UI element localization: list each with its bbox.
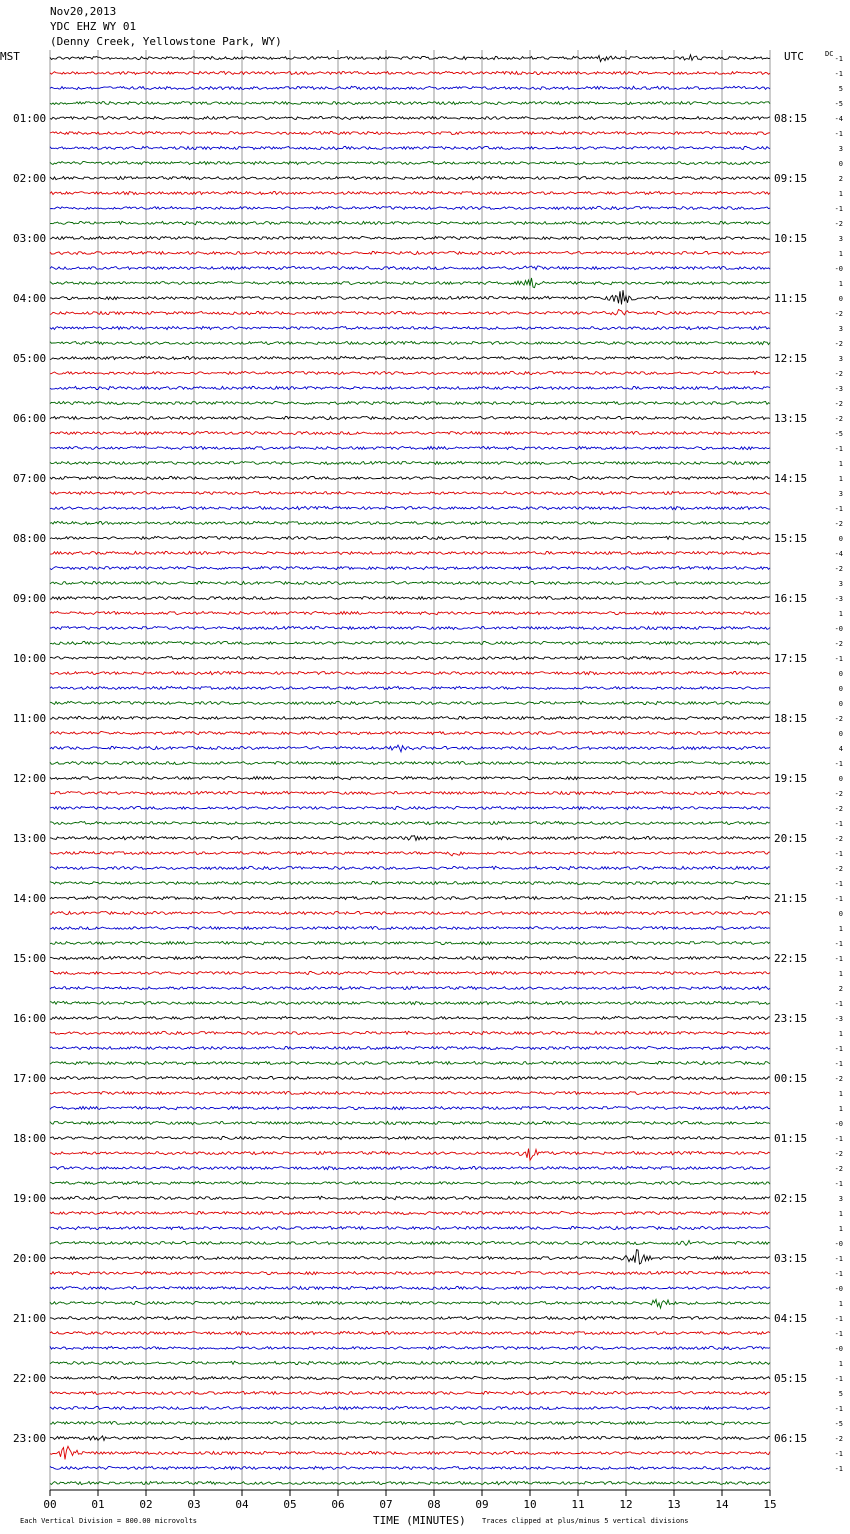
- dc-offset-label: -1: [834, 445, 843, 453]
- dc-offset-label: 0: [838, 295, 843, 303]
- trace-line: [50, 266, 770, 270]
- utc-hour-label: 23:15: [774, 1012, 808, 1025]
- trace-line: [50, 581, 770, 584]
- dc-offset-label: -1: [834, 760, 843, 768]
- trace-line: [50, 86, 770, 89]
- trace-line: [50, 132, 770, 135]
- dc-offset-label: -1: [834, 880, 843, 888]
- mst-hour-label: 08:00: [13, 532, 47, 545]
- dc-offset-label: -0: [834, 1285, 843, 1293]
- dc-offset-label: -1: [834, 205, 843, 213]
- mst-hour-label: 03:00: [13, 232, 47, 245]
- trace-line: [50, 1166, 770, 1169]
- dc-offset-label: 1: [838, 460, 843, 468]
- utc-hour-label: 17:15: [774, 652, 808, 665]
- utc-label: UTC: [784, 50, 804, 63]
- mst-hour-label: 15:00: [13, 952, 47, 965]
- dc-offset-label: 0: [838, 730, 843, 738]
- dc-offset-label: -1: [834, 505, 843, 513]
- dc-offset-label: 2: [838, 175, 843, 183]
- trace-line: [50, 1136, 770, 1139]
- dc-offset-label: -2: [834, 220, 843, 228]
- header-station: YDC EHZ WY 01: [50, 20, 137, 33]
- trace-line: [50, 911, 770, 914]
- trace-line: [50, 1361, 770, 1364]
- x-tick-label: 09: [475, 1498, 489, 1511]
- utc-hour-label: 08:15: [774, 112, 808, 125]
- trace-line: [50, 776, 770, 779]
- trace-line: [50, 1407, 770, 1410]
- trace-line: [50, 641, 770, 644]
- trace-line: [50, 251, 770, 254]
- dc-offset-label: -2: [834, 400, 843, 408]
- mst-hour-label: 04:00: [13, 292, 47, 305]
- dc-offset-label: -2: [834, 310, 843, 318]
- trace-line: [50, 326, 770, 329]
- trace-line: [50, 161, 770, 164]
- mst-hour-label: 18:00: [13, 1132, 47, 1145]
- utc-hour-label: 10:15: [774, 232, 808, 245]
- trace-line: [50, 701, 770, 704]
- dc-offset-label: -2: [834, 1075, 843, 1083]
- x-tick-label: 12: [619, 1498, 633, 1511]
- header-location: (Denny Creek, Yellowstone Park, WY): [50, 35, 282, 48]
- dc-offset-label: 0: [838, 535, 843, 543]
- trace-line: [50, 716, 770, 719]
- trace-line: [50, 881, 770, 884]
- dc-offset-label: -5: [834, 1420, 843, 1428]
- dc-offset-label: -2: [834, 790, 843, 798]
- dc-offset-label: 0: [838, 700, 843, 708]
- trace-line: [50, 506, 770, 509]
- trace-line: [50, 926, 770, 929]
- trace-line: [50, 566, 770, 569]
- trace-line: [50, 102, 770, 105]
- dc-offset-label: -0: [834, 265, 843, 273]
- trace-line: [50, 1316, 770, 1319]
- dc-offset-label: -1: [834, 1450, 843, 1458]
- utc-hour-label: 06:15: [774, 1432, 808, 1445]
- dc-offset-label: 2: [838, 985, 843, 993]
- trace-line: [50, 745, 770, 752]
- utc-hour-label: 16:15: [774, 592, 808, 605]
- dc-offset-label: -1: [834, 895, 843, 903]
- dc-offset-label: 3: [838, 580, 843, 588]
- dc-offset-label: 3: [838, 235, 843, 243]
- trace-line: [50, 1076, 770, 1079]
- utc-hour-label: 11:15: [774, 292, 808, 305]
- trace-line: [50, 1091, 770, 1094]
- trace-line: [50, 1031, 770, 1034]
- mst-hour-label: 22:00: [13, 1372, 47, 1385]
- trace-line: [50, 551, 770, 554]
- utc-hour-label: 03:15: [774, 1252, 808, 1265]
- trace-line: [50, 341, 770, 344]
- dc-offset-label: 5: [838, 1390, 843, 1398]
- mst-hour-label: 13:00: [13, 832, 47, 845]
- trace-line: [50, 1346, 770, 1349]
- utc-hour-label: 12:15: [774, 352, 808, 365]
- dc-offset-label: -0: [834, 1240, 843, 1248]
- footer-scale-text: Each Vertical Division = 800.00 microvolts: [20, 1517, 198, 1525]
- trace-line: [50, 686, 770, 689]
- trace-line: [50, 1016, 770, 1019]
- footer-clip-text: Traces clipped at plus/minus 5 vertical divisions: [482, 1517, 689, 1525]
- seismic-traces: [50, 55, 770, 1485]
- mst-hour-label: 19:00: [13, 1192, 47, 1205]
- header-date: Nov20,2013: [50, 5, 117, 18]
- mst-hour-label: 21:00: [13, 1312, 47, 1325]
- utc-hour-label: 13:15: [774, 412, 808, 425]
- dc-offset-label: 1: [838, 1030, 843, 1038]
- dc-offset-label: -1: [834, 1000, 843, 1008]
- x-tick-label: 13: [667, 1498, 681, 1511]
- trace-line: [50, 146, 770, 149]
- dc-offset-label: -2: [834, 805, 843, 813]
- trace-line: [50, 1061, 770, 1064]
- trace-line: [50, 1436, 770, 1441]
- mst-hour-label: 23:00: [13, 1432, 47, 1445]
- dc-offset-label: 1: [838, 475, 843, 483]
- x-axis-title: TIME (MINUTES): [373, 1514, 466, 1527]
- dc-offset-label: -3: [834, 1015, 843, 1023]
- dc-offset-label: 3: [838, 490, 843, 498]
- trace-line: [50, 1149, 770, 1161]
- dc-offset-label: -4: [834, 115, 843, 123]
- x-tick-label: 00: [43, 1498, 57, 1511]
- mst-hour-label: 14:00: [13, 892, 47, 905]
- trace-line: [50, 1466, 770, 1469]
- trace-line: [50, 536, 770, 539]
- dc-offset-label: 4: [838, 745, 843, 753]
- trace-line: [50, 176, 770, 179]
- dc-offset-label: -3: [834, 595, 843, 603]
- dc-offset-label: 0: [838, 670, 843, 678]
- dc-offset-label: -1: [834, 655, 843, 663]
- dc-offset-label: -1: [834, 1255, 843, 1263]
- utc-hour-label: 22:15: [774, 952, 808, 965]
- trace-line: [50, 1181, 770, 1184]
- trace-line: [50, 221, 770, 224]
- dc-offset-label: -2: [834, 1150, 843, 1158]
- x-tick-label: 01: [91, 1498, 105, 1511]
- mst-hour-label: 07:00: [13, 472, 47, 485]
- trace-line: [50, 671, 770, 674]
- dc-offset-label: 1: [838, 1225, 843, 1233]
- trace-line: [50, 1046, 770, 1049]
- utc-hour-label: 20:15: [774, 832, 808, 845]
- trace-line: [50, 866, 770, 869]
- trace-line: [50, 806, 770, 809]
- mst-hour-label: 02:00: [13, 172, 47, 185]
- dc-offset-label: 0: [838, 685, 843, 693]
- trace-line: [50, 626, 770, 629]
- dc-offset-label: 1: [838, 970, 843, 978]
- dc-offset-label: -1: [834, 55, 843, 63]
- x-tick-label: 04: [235, 1498, 249, 1511]
- utc-hour-label: 04:15: [774, 1312, 808, 1325]
- trace-line: [50, 657, 770, 660]
- utc-hour-label: 14:15: [774, 472, 808, 485]
- mst-hour-label: 17:00: [13, 1072, 47, 1085]
- trace-line: [50, 71, 770, 74]
- mst-hour-label: 09:00: [13, 592, 47, 605]
- dc-label: DC: [825, 50, 834, 58]
- dc-offset-label: 1: [838, 610, 843, 618]
- trace-line: [50, 356, 770, 359]
- utc-hour-label: 09:15: [774, 172, 808, 185]
- dc-offset-label: -2: [834, 1165, 843, 1173]
- utc-hour-label: 19:15: [774, 772, 808, 785]
- mst-hour-label: 20:00: [13, 1252, 47, 1265]
- trace-line: [50, 1421, 770, 1424]
- dc-offset-label: -2: [834, 520, 843, 528]
- dc-offset-label: -1: [834, 1315, 843, 1323]
- trace-line: [50, 521, 770, 524]
- trace-line: [50, 1250, 770, 1264]
- trace-line: [50, 1211, 770, 1214]
- dc-offset-label: 3: [838, 145, 843, 153]
- trace-line: [50, 476, 770, 479]
- trace-line: [50, 116, 770, 119]
- dc-offset-label: -1: [834, 1045, 843, 1053]
- trace-line: [50, 278, 770, 288]
- dc-offset-label: -1: [834, 1060, 843, 1068]
- dc-offset-label: -4: [834, 550, 843, 558]
- dc-offset-label: -5: [834, 430, 843, 438]
- trace-line: [50, 371, 770, 374]
- dc-offset-label: -0: [834, 625, 843, 633]
- trace-line: [50, 1300, 770, 1309]
- x-tick-label: 10: [523, 1498, 537, 1511]
- utc-hour-label: 02:15: [774, 1192, 808, 1205]
- trace-line: [50, 836, 770, 841]
- mst-hour-label: 11:00: [13, 712, 47, 725]
- axis-labels: [0, 50, 843, 1527]
- dc-offset-label: 5: [838, 85, 843, 93]
- dc-offset-label: -2: [834, 340, 843, 348]
- x-tick-label: 03: [187, 1498, 201, 1511]
- dc-offset-label: 0: [838, 160, 843, 168]
- x-tick-label: 05: [283, 1498, 297, 1511]
- trace-line: [50, 310, 770, 315]
- trace-line: [50, 1196, 770, 1199]
- trace-line: [50, 791, 770, 794]
- dc-offset-label: -1: [834, 70, 843, 78]
- dc-offset-label: 1: [838, 1360, 843, 1368]
- trace-line: [50, 1331, 770, 1334]
- trace-line: [50, 941, 770, 944]
- trace-line: [50, 986, 770, 989]
- dc-offset-label: -1: [834, 1375, 843, 1383]
- x-tick-label: 06: [331, 1498, 345, 1511]
- dc-offset-label: -2: [834, 415, 843, 423]
- dc-offset-label: -2: [834, 865, 843, 873]
- trace-line: [50, 290, 770, 304]
- dc-offset-label: -2: [834, 640, 843, 648]
- utc-hour-label: 00:15: [774, 1072, 808, 1085]
- utc-hour-label: 01:15: [774, 1132, 808, 1145]
- dc-offset-label: 0: [838, 910, 843, 918]
- trace-line: [50, 731, 770, 734]
- trace-line: [50, 55, 770, 62]
- dc-offset-label: -2: [834, 370, 843, 378]
- trace-line: [50, 822, 770, 825]
- x-tick-label: 02: [139, 1498, 153, 1511]
- dc-offset-label: 1: [838, 190, 843, 198]
- trace-line: [50, 432, 770, 435]
- trace-line: [50, 1226, 770, 1229]
- trace-line: [50, 1446, 770, 1459]
- dc-offset-label: -1: [834, 1180, 843, 1188]
- trace-line: [50, 1001, 770, 1004]
- dc-offset-label: -2: [834, 565, 843, 573]
- dc-offset-label: -1: [834, 1405, 843, 1413]
- dc-offset-label: 1: [838, 1210, 843, 1218]
- mst-hour-label: 06:00: [13, 412, 47, 425]
- dc-offset-label: 1: [838, 280, 843, 288]
- x-tick-label: 08: [427, 1498, 441, 1511]
- utc-hour-label: 21:15: [774, 892, 808, 905]
- utc-hour-label: 18:15: [774, 712, 808, 725]
- trace-line: [50, 416, 770, 419]
- trace-line: [50, 401, 770, 404]
- trace-line: [50, 1481, 770, 1484]
- trace-line: [50, 611, 770, 614]
- dc-offset-label: 3: [838, 355, 843, 363]
- utc-hour-label: 05:15: [774, 1372, 808, 1385]
- dc-offset-label: -1: [834, 955, 843, 963]
- dc-offset-label: -1: [834, 1270, 843, 1278]
- dc-offset-label: -2: [834, 835, 843, 843]
- trace-line: [50, 206, 770, 209]
- dc-offset-label: 1: [838, 1105, 843, 1113]
- trace-line: [50, 236, 770, 239]
- trace-line: [50, 1391, 770, 1394]
- dc-offset-label: 1: [838, 1090, 843, 1098]
- mst-hour-label: 12:00: [13, 772, 47, 785]
- dc-offset-label: 3: [838, 325, 843, 333]
- mst-label: MST: [0, 50, 20, 63]
- dc-offset-label: -1: [834, 850, 843, 858]
- trace-line: [50, 386, 770, 389]
- mst-hour-label: 05:00: [13, 352, 47, 365]
- trace-line: [50, 191, 770, 194]
- dc-offset-label: 3: [838, 1195, 843, 1203]
- dc-offset-label: -0: [834, 1120, 843, 1128]
- utc-hour-label: 15:15: [774, 532, 808, 545]
- trace-line: [50, 1286, 770, 1289]
- x-tick-label: 15: [763, 1498, 777, 1511]
- trace-line: [50, 1241, 770, 1246]
- dc-offset-label: -1: [834, 940, 843, 948]
- dc-offset-label: -0: [834, 1345, 843, 1353]
- mst-hour-label: 16:00: [13, 1012, 47, 1025]
- trace-line: [50, 446, 770, 449]
- x-tick-label: 07: [379, 1498, 393, 1511]
- dc-offset-label: -5: [834, 100, 843, 108]
- trace-line: [50, 851, 770, 856]
- x-tick-label: 14: [715, 1498, 729, 1511]
- trace-line: [50, 956, 770, 959]
- dc-offset-label: -2: [834, 1435, 843, 1443]
- trace-line: [50, 971, 770, 974]
- dc-offset-label: -1: [834, 820, 843, 828]
- dc-offset-label: -3: [834, 385, 843, 393]
- trace-line: [50, 896, 770, 899]
- trace-line: [50, 491, 770, 494]
- mst-hour-label: 01:00: [13, 112, 47, 125]
- trace-line: [50, 1121, 770, 1124]
- dc-offset-label: -1: [834, 130, 843, 138]
- dc-offset-label: 0: [838, 775, 843, 783]
- trace-line: [50, 1376, 770, 1379]
- trace-line: [50, 461, 770, 464]
- trace-line: [50, 597, 770, 600]
- trace-line: [50, 1271, 770, 1274]
- dc-offset-label: -2: [834, 715, 843, 723]
- dc-offset-label: -1: [834, 1135, 843, 1143]
- mst-hour-label: 10:00: [13, 652, 47, 665]
- trace-line: [50, 1106, 770, 1109]
- x-tick-label: 11: [571, 1498, 585, 1511]
- trace-line: [50, 761, 770, 764]
- dc-offset-label: -1: [834, 1465, 843, 1473]
- dc-offset-label: 1: [838, 250, 843, 258]
- dc-offset-label: 1: [838, 1300, 843, 1308]
- dc-offset-label: 1: [838, 925, 843, 933]
- dc-offset-label: -1: [834, 1330, 843, 1338]
